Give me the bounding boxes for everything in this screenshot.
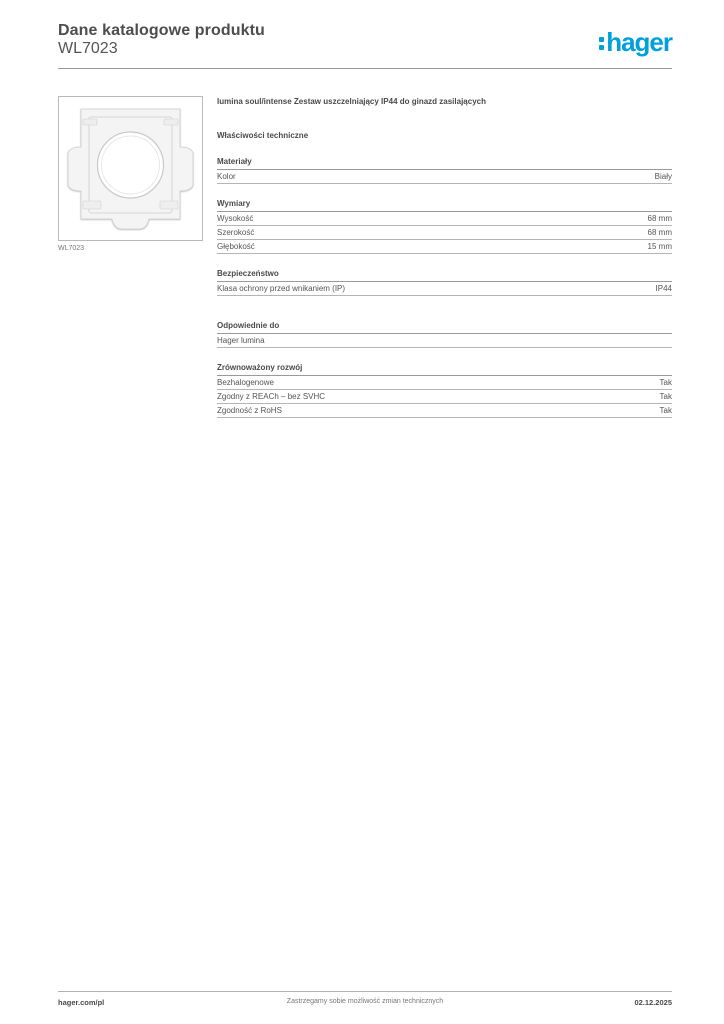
spec-row <box>217 170 672 184</box>
footer-divider <box>58 991 672 992</box>
spec-row <box>217 404 672 418</box>
spec-value: Tak <box>659 392 672 401</box>
product-specs <box>217 96 672 418</box>
sealing-gasket-icon <box>59 97 202 240</box>
footer-disclaimer: Zastrzegamy sobie możliwość zmian technicznych <box>286 998 444 1005</box>
spec-row <box>217 376 672 390</box>
spec-group-title: Zrównoważony rozwój <box>217 362 672 376</box>
spec-row <box>217 226 672 240</box>
section-title: Właściwości techniczne <box>217 131 309 140</box>
spec-row <box>217 212 672 226</box>
spec-label: Zgodny z REACh – bez SVHC <box>217 392 326 401</box>
spec-value: Tak <box>659 406 672 415</box>
hager-logo <box>599 28 672 56</box>
footer-website-link[interactable]: hager.com/pl <box>58 998 105 1007</box>
product-name: lumina soul/intense Zestaw uszczelniający IP44 do ginazd zasilających <box>217 97 486 106</box>
spec-row <box>217 390 672 404</box>
spec-value: Tak <box>659 378 672 387</box>
spec-label: Głębokość <box>217 242 255 251</box>
spec-value: 68 mm <box>647 228 672 237</box>
spec-group-materials <box>217 156 672 184</box>
spec-label: Kolor <box>217 172 236 181</box>
page-header <box>58 20 672 68</box>
product-image <box>58 96 203 241</box>
spec-group-title: Odpowiednie do <box>217 320 672 334</box>
logo-wordmark: hager <box>606 27 672 57</box>
footer-date: 02.12.2025 <box>634 998 672 1007</box>
spec-group-compatible <box>217 320 672 348</box>
spec-group-title: Bezpieczeństwo <box>217 268 672 282</box>
image-caption: WL7023 <box>58 245 85 252</box>
spec-value: IP44 <box>655 284 672 293</box>
spec-label: Zgodność z RoHS <box>217 406 282 415</box>
spec-row <box>217 282 672 296</box>
document-title: Dane katalogowe produktu <box>58 22 265 39</box>
header-divider <box>58 68 672 69</box>
product-code: WL7023 <box>58 40 118 57</box>
spec-label: Hager lumina <box>217 336 265 345</box>
spec-label: Wysokość <box>217 214 254 223</box>
spec-value: 15 mm <box>647 242 672 251</box>
spec-group-safety <box>217 268 672 296</box>
spec-value: 68 mm <box>647 214 672 223</box>
page-footer <box>58 998 672 1010</box>
spec-group-dimensions <box>217 198 672 254</box>
spec-group-title: Materiały <box>217 156 672 170</box>
spec-label: Bezhalogenowe <box>217 378 274 387</box>
spec-group-title: Wymiary <box>217 198 672 212</box>
spec-label: Klasa ochrony przed wnikaniem (IP) <box>217 284 346 293</box>
spec-value: Biały <box>654 172 672 181</box>
spec-group-sustainability <box>217 362 672 418</box>
spec-row <box>217 334 672 348</box>
logo-dots-icon <box>599 37 604 50</box>
spec-row <box>217 240 672 254</box>
spec-label: Szerokość <box>217 228 255 237</box>
